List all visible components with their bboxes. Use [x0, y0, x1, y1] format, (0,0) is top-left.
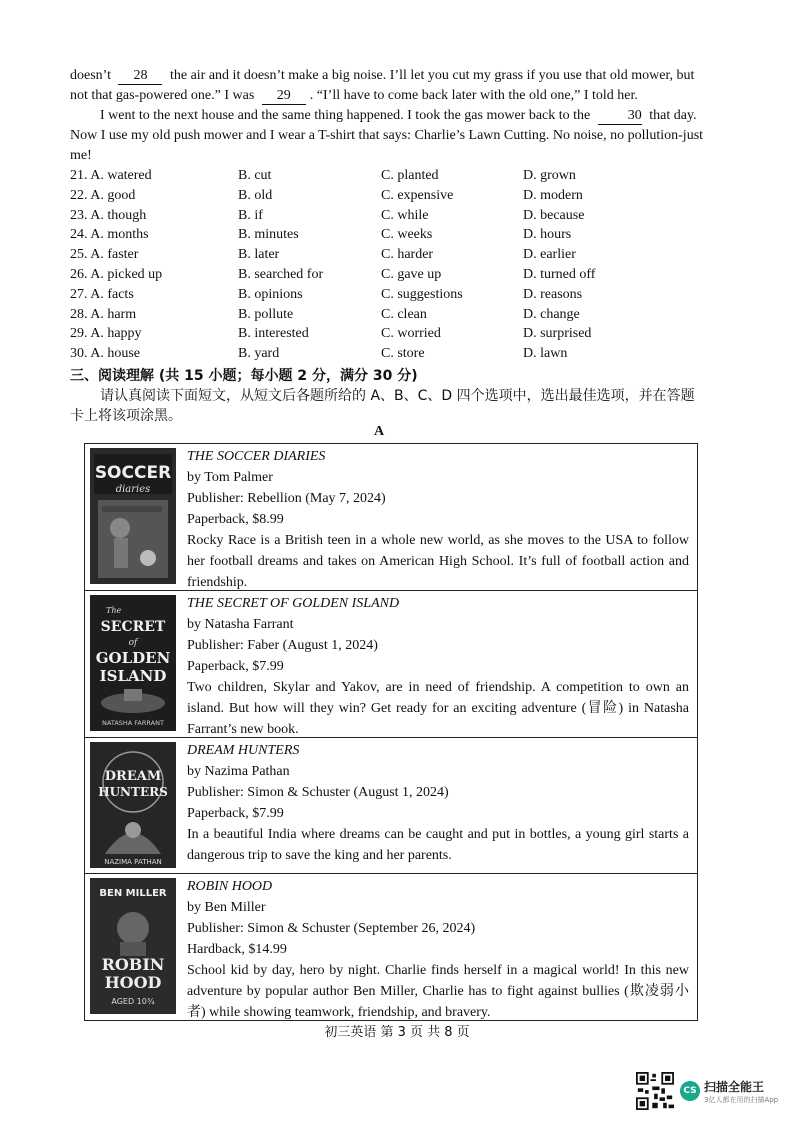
passage-paragraph-2: [70, 106, 704, 166]
book-info: [179, 444, 697, 590]
book-publisher: Publisher: Simon & Schuster (September 26, 2024): [187, 921, 476, 936]
option-text: A. months: [90, 227, 149, 243]
option-text: A. watered: [90, 168, 152, 183]
book-publisher: Publisher: Simon & Schuster (August 1, 2024): [187, 785, 449, 800]
dream-hunters-cover: [90, 742, 176, 868]
option-c: C. while: [381, 207, 429, 223]
option-a: [70, 265, 238, 285]
scanner-tagline: 3亿人都在用的扫描App: [704, 1095, 779, 1104]
book-entry: [85, 444, 697, 591]
option-text: A. faster: [90, 247, 139, 263]
option-c: C. gave up: [381, 266, 442, 282]
option-text: A. house: [90, 346, 141, 362]
book-publisher: Publisher: Faber (August 1, 2024): [187, 638, 378, 653]
option-a: [70, 324, 238, 344]
svg-text:DREAM: DREAM: [104, 769, 162, 784]
question-number: 30.: [70, 346, 88, 362]
option-c: C. planted: [381, 168, 439, 183]
option-a: [70, 285, 238, 305]
book-description: Rocky Race is a British teen in a whole new world, as she moves to the USA to follow her football dreams and takes on American High School. It’s full of football action and friendship.: [187, 533, 689, 590]
book-description: In a beautiful India where dreams can be caught and put in bottles, a young girl starts a dangerous trip to save the king and her parents.: [187, 827, 689, 863]
book-format: Paperback, $8.99: [187, 512, 284, 527]
option-a: [70, 186, 238, 206]
option-row: [70, 344, 704, 364]
svg-text:NAZIMA PATHAN: NAZIMA PATHAN: [104, 858, 162, 866]
option-b: B. minutes: [238, 227, 299, 243]
camscanner-logo-icon: CS: [680, 1081, 700, 1101]
option-c: C. clean: [381, 306, 427, 322]
option-b: B. if: [238, 207, 263, 223]
book-author: by Ben Miller: [187, 900, 266, 915]
option-c: C. store: [381, 346, 425, 362]
question-number: 26.: [70, 266, 88, 282]
option-row: [70, 225, 704, 245]
option-b: B. cut: [238, 168, 272, 183]
book-title: ROBIN HOOD: [187, 879, 273, 894]
book-title: DREAM HUNTERS: [187, 743, 300, 758]
option-d: D. turned off: [523, 266, 596, 282]
option-b: B. opinions: [238, 286, 303, 302]
option-text: A. facts: [90, 286, 134, 302]
book-entry: [85, 738, 697, 874]
question-number: 29.: [70, 326, 88, 342]
book-info: [179, 591, 697, 737]
option-c: C. worried: [381, 326, 441, 342]
book-author: by Nazima Pathan: [187, 764, 290, 779]
svg-text:HUNTERS: HUNTERS: [98, 785, 168, 799]
section-instruction: 请认真阅读下面短文，从短文后各题所给的 A、B、C、D 四个选项中，选出最佳选项，并在答题卡上将该项涂黑。: [70, 388, 695, 424]
option-c: C. weeks: [381, 227, 433, 243]
passage-paragraph-1: [70, 66, 704, 106]
book-format: Paperback, $7.99: [187, 659, 284, 674]
svg-text:AGED 10¾: AGED 10¾: [111, 997, 155, 1006]
book-author: by Natasha Farrant: [187, 617, 294, 632]
book-format: Paperback, $7.99: [187, 806, 284, 821]
option-a: [70, 206, 238, 226]
option-text: A. harm: [90, 306, 137, 322]
option-b: B. searched for: [238, 266, 324, 282]
option-text: A. though: [90, 207, 147, 223]
book-title: THE SOCCER DIARIES: [187, 449, 326, 464]
question-number: 22.: [70, 187, 88, 203]
scanner-watermark: [636, 1072, 778, 1110]
option-d: D. reasons: [523, 286, 583, 302]
svg-text:of: of: [128, 638, 138, 648]
option-text: A. picked up: [90, 266, 163, 282]
option-a: [70, 344, 238, 364]
option-d: D. hours: [523, 227, 572, 243]
option-c: C. suggestions: [381, 286, 463, 302]
question-number: 24.: [70, 227, 88, 243]
option-row: [70, 206, 704, 226]
blank-29: 29: [262, 88, 306, 105]
book-cover-image: [85, 874, 179, 1020]
book-publisher: Publisher: Rebellion (May 7, 2024): [187, 491, 386, 506]
book-info: [179, 874, 697, 1020]
option-row: [70, 285, 704, 305]
option-b: B. interested: [238, 326, 309, 342]
page-footer: 初三英语 第 3 页 共 8 页: [324, 1025, 470, 1040]
passage-text: the air and it doesn’t make a big noise. I’ll let you cut my grass if you use that old mower, but not that gas-powered one.” I was: [70, 68, 695, 103]
svg-text:HOOD: HOOD: [104, 973, 162, 992]
svg-text:GOLDEN: GOLDEN: [95, 649, 171, 667]
book-cover-image: [85, 738, 179, 873]
question-number: 23.: [70, 207, 88, 223]
question-number: 28.: [70, 306, 88, 322]
option-d: D. lawn: [523, 346, 568, 362]
option-a: [70, 305, 238, 325]
passage-text: doesn’t: [70, 68, 111, 83]
blank-30: 30: [598, 108, 642, 125]
qr-code-icon: [636, 1072, 674, 1110]
option-d: D. grown: [523, 168, 576, 183]
option-d: D. because: [523, 207, 585, 223]
book-cover-image: [85, 444, 179, 590]
option-text: A. good: [90, 187, 136, 203]
svg-text:ROBIN: ROBIN: [101, 955, 165, 974]
svg-text:BEN MILLER: BEN MILLER: [99, 888, 167, 899]
blank-28: 28: [118, 68, 162, 85]
option-row: [70, 305, 704, 325]
option-text: A. happy: [90, 326, 142, 342]
svg-text:NATASHA FARRANT: NATASHA FARRANT: [102, 719, 164, 727]
book-title: THE SECRET OF GOLDEN ISLAND: [187, 596, 400, 611]
question-number: 27.: [70, 286, 88, 302]
option-d: D. change: [523, 306, 580, 322]
robin-hood-cover: [90, 878, 176, 1014]
scanner-app-name: 扫描全能王: [704, 1079, 765, 1094]
svg-text:The: The: [106, 606, 122, 615]
golden-island-cover: [90, 595, 176, 731]
option-b: B. later: [238, 247, 280, 263]
option-b: B. old: [238, 187, 273, 203]
svg-text:diaries: diaries: [115, 484, 151, 495]
answer-options: [70, 166, 704, 364]
option-d: D. surprised: [523, 326, 592, 342]
option-row: [70, 324, 704, 344]
book-cover-image: [85, 591, 179, 737]
svg-text:ISLAND: ISLAND: [99, 667, 167, 685]
question-number: 21.: [70, 168, 88, 183]
option-row: [70, 186, 704, 206]
svg-text:SECRET: SECRET: [100, 619, 166, 635]
part-label: A: [374, 424, 385, 439]
passage-text: that day. Now I use my old push mower and I wear a T-shirt that says: Charlie’s Lawn Cutting. No noise, no pollution-just me!: [70, 108, 704, 163]
book-author: by Tom Palmer: [187, 470, 273, 485]
option-row: [70, 166, 704, 186]
option-row: [70, 245, 704, 265]
section-title: 三、阅读理解 (共 15 小题；每小题 2 分，满分 30 分): [70, 368, 418, 384]
option-c: C. expensive: [381, 187, 454, 203]
option-row: [70, 265, 704, 285]
option-b: B. pollute: [238, 306, 294, 322]
option-a: [70, 166, 238, 186]
option-a: [70, 225, 238, 245]
book-list: [84, 443, 698, 1021]
book-entry: [85, 874, 697, 1020]
soccer-diaries-cover: [90, 448, 176, 584]
book-format: Hardback, $14.99: [187, 942, 287, 957]
book-entry: [85, 591, 697, 738]
question-number: 25.: [70, 247, 88, 263]
option-c: C. harder: [381, 247, 434, 263]
option-b: B. yard: [238, 346, 280, 362]
passage-text: I went to the next house and the same thing happened. I took the gas mower back to the: [100, 108, 591, 123]
book-description: Two children, Skylar and Yakov, are in need of friendship. A competition to own an island. But how will they win? Get ready for an exciting adventure (冒险) in Natasha Farrant’s new book.: [187, 680, 689, 737]
option-d: D. modern: [523, 187, 583, 203]
book-description: School kid by day, hero by night. Charlie finds herself in a magical world! In this new adventure by popular author Ben Miller, Charlie has to fight against bullies (欺凌弱小者) while showing teamwork, friendship, and bravery.: [187, 963, 689, 1020]
scanner-text: [704, 1078, 778, 1105]
passage-text: . “I’ll have to come back later with the old one,” I told her.: [309, 88, 638, 103]
option-d: D. earlier: [523, 247, 576, 263]
book-info: [179, 738, 697, 873]
svg-text:SOCCER: SOCCER: [94, 463, 172, 483]
option-a: [70, 245, 238, 265]
